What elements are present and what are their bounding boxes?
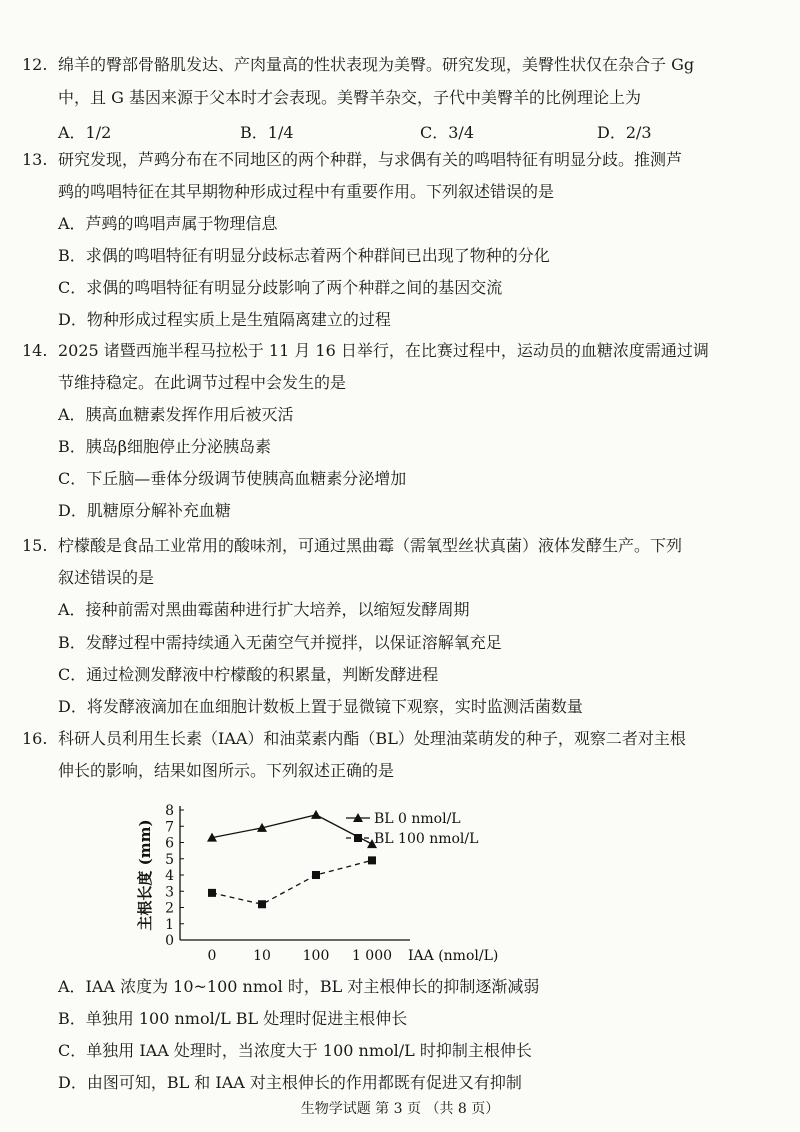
question-14-stem-line-1: 2025 诸暨西施半程马拉松于 11 月 16 日举行，在比赛过程中，运动员的血糖浓度需通过调 [58, 341, 709, 360]
question-15-option-b: B．发酵过程中需持续通入无菌空气并搅拌，以保证溶解氧充足 [58, 633, 502, 652]
question-12-stem-line-2: 中，且 G 基因来源于父本时才会表现。美臀羊杂交，子代中美臀羊的比例理论上为 [58, 88, 641, 107]
question-13-option-a: A．芦鹀的鸣唱声属于物理信息 [58, 214, 278, 233]
question-16-option-c: C．单独用 IAA 处理时，当浓度大于 100 nmol/L 时抑制主根伸长 [58, 1041, 532, 1060]
legend-label-1: BL 100 nmol/L [374, 831, 479, 847]
series-line-0 [212, 815, 372, 844]
y-tick-label: 1 [165, 916, 174, 933]
y-axis-label: 主根长度 (mm) [136, 819, 154, 931]
question-16-number: 16. [22, 729, 48, 748]
question-14-option-a: A．胰高血糖素发挥作用后被灭活 [58, 405, 294, 424]
legend-label-0: BL 0 nmol/L [374, 811, 461, 827]
question-14-number: 14. [22, 341, 48, 360]
y-tick-label: 0 [165, 933, 174, 949]
data-point-triangle [311, 810, 321, 819]
x-tick-label: 0 [207, 948, 217, 964]
x-tick-label: 1 000 [351, 948, 393, 964]
question-12-option-d: D．2/3 [597, 123, 652, 142]
question-15-option-a: A．接种前需对黑曲霉菌种进行扩大培养，以缩短发酵周期 [58, 600, 470, 619]
y-tick-label: 3 [165, 884, 174, 901]
data-point-square [258, 900, 266, 908]
data-point-square [312, 871, 320, 879]
question-15-option-c: C．通过检测发酵液中柠檬酸的积累量，判断发酵进程 [58, 665, 439, 684]
question-14-option-d: D．肌糖原分解补充血糖 [58, 501, 231, 520]
question-14-option-b: B．胰岛β细胞停止分泌胰岛素 [58, 437, 272, 456]
question-12-option-c: C．3/4 [420, 123, 474, 142]
question-16-option-a: A．IAA 浓度为 10~100 nmol 时，BL 对主根伸长的抑制逐渐减弱 [58, 977, 540, 996]
x-tick-label: 100 [302, 948, 330, 964]
question-16-option-d: D．由图可知，BL 和 IAA 对主根伸长的作用都既有促进又有抑制 [58, 1073, 522, 1092]
y-tick-label: 8 [165, 803, 174, 819]
question-13-number: 13. [22, 150, 48, 169]
y-tick-label: 4 [165, 868, 174, 884]
x-tick-label: 10 [253, 948, 271, 964]
question-16-stem-line-1: 科研人员利用生长素（IAA）和油菜素内酯（BL）处理油菜萌发的种子，观察二者对主根 [58, 729, 686, 748]
y-tick-label: 5 [165, 851, 174, 868]
y-tick-label: 7 [165, 819, 174, 836]
question-13-stem-line-1: 研究发现，芦鹀分布在不同地区的两个种群，与求偶有关的鸣唱特征有明显分歧。推测芦 [58, 150, 683, 169]
question-12-option-a: A．1/2 [58, 123, 112, 142]
question-15-number: 15. [22, 536, 48, 555]
question-12-number: 12. [22, 55, 48, 74]
question-13-option-b: B．求偶的鸣唱特征有明显分歧标志着两个种群间已出现了物种的分化 [58, 246, 550, 265]
question-13-option-c: C．求偶的鸣唱特征有明显分歧影响了两个种群之间的基因交流 [58, 278, 503, 297]
data-point-square [208, 889, 216, 897]
question-13-stem-line-2: 鹀的鸣唱特征在其早期物种形成过程中有重要作用。下列叙述错误的是 [58, 182, 555, 201]
question-16-option-b: B．单独用 100 nmol/L BL 处理时促进主根伸长 [58, 1009, 408, 1028]
root-length-chart [120, 790, 540, 970]
x-axis-label: IAA (nmol/L) [408, 948, 499, 964]
question-14-stem-line-2: 节维持稳定。在此调节过程中会发生的是 [58, 373, 347, 392]
question-15-stem-line-2: 叙述错误的是 [58, 568, 155, 587]
page-footer: 生物学试题 第 3 页 （共 8 页） [300, 1101, 500, 1117]
y-tick-label: 2 [165, 900, 174, 917]
question-12-stem-line-1: 绵羊的臀部骨骼肌发达、产肉量高的性状表现为美臀。研究发现，美臀性状仅在杂合子 Gg [58, 55, 695, 74]
question-13-option-d: D．物种形成过程实质上是生殖隔离建立的过程 [58, 310, 391, 329]
question-14-option-c: C．下丘脑—垂体分级调节使胰高血糖素分泌增加 [58, 469, 407, 488]
data-point-square [368, 856, 376, 864]
question-16-stem-line-2: 伸长的影响，结果如图所示。下列叙述正确的是 [58, 761, 395, 780]
question-12-option-b: B．1/4 [240, 123, 294, 142]
question-15-stem-line-1: 柠檬酸是食品工业常用的酸味剂，可通过黑曲霉（需氧型丝状真菌）液体发酵生产。下列 [58, 536, 683, 555]
y-tick-label: 6 [165, 835, 174, 852]
question-15-option-d: D．将发酵液滴加在血细胞计数板上置于显微镜下观察，实时监测活菌数量 [58, 697, 583, 716]
legend-marker-square [354, 834, 362, 842]
series-line-1 [212, 860, 372, 904]
